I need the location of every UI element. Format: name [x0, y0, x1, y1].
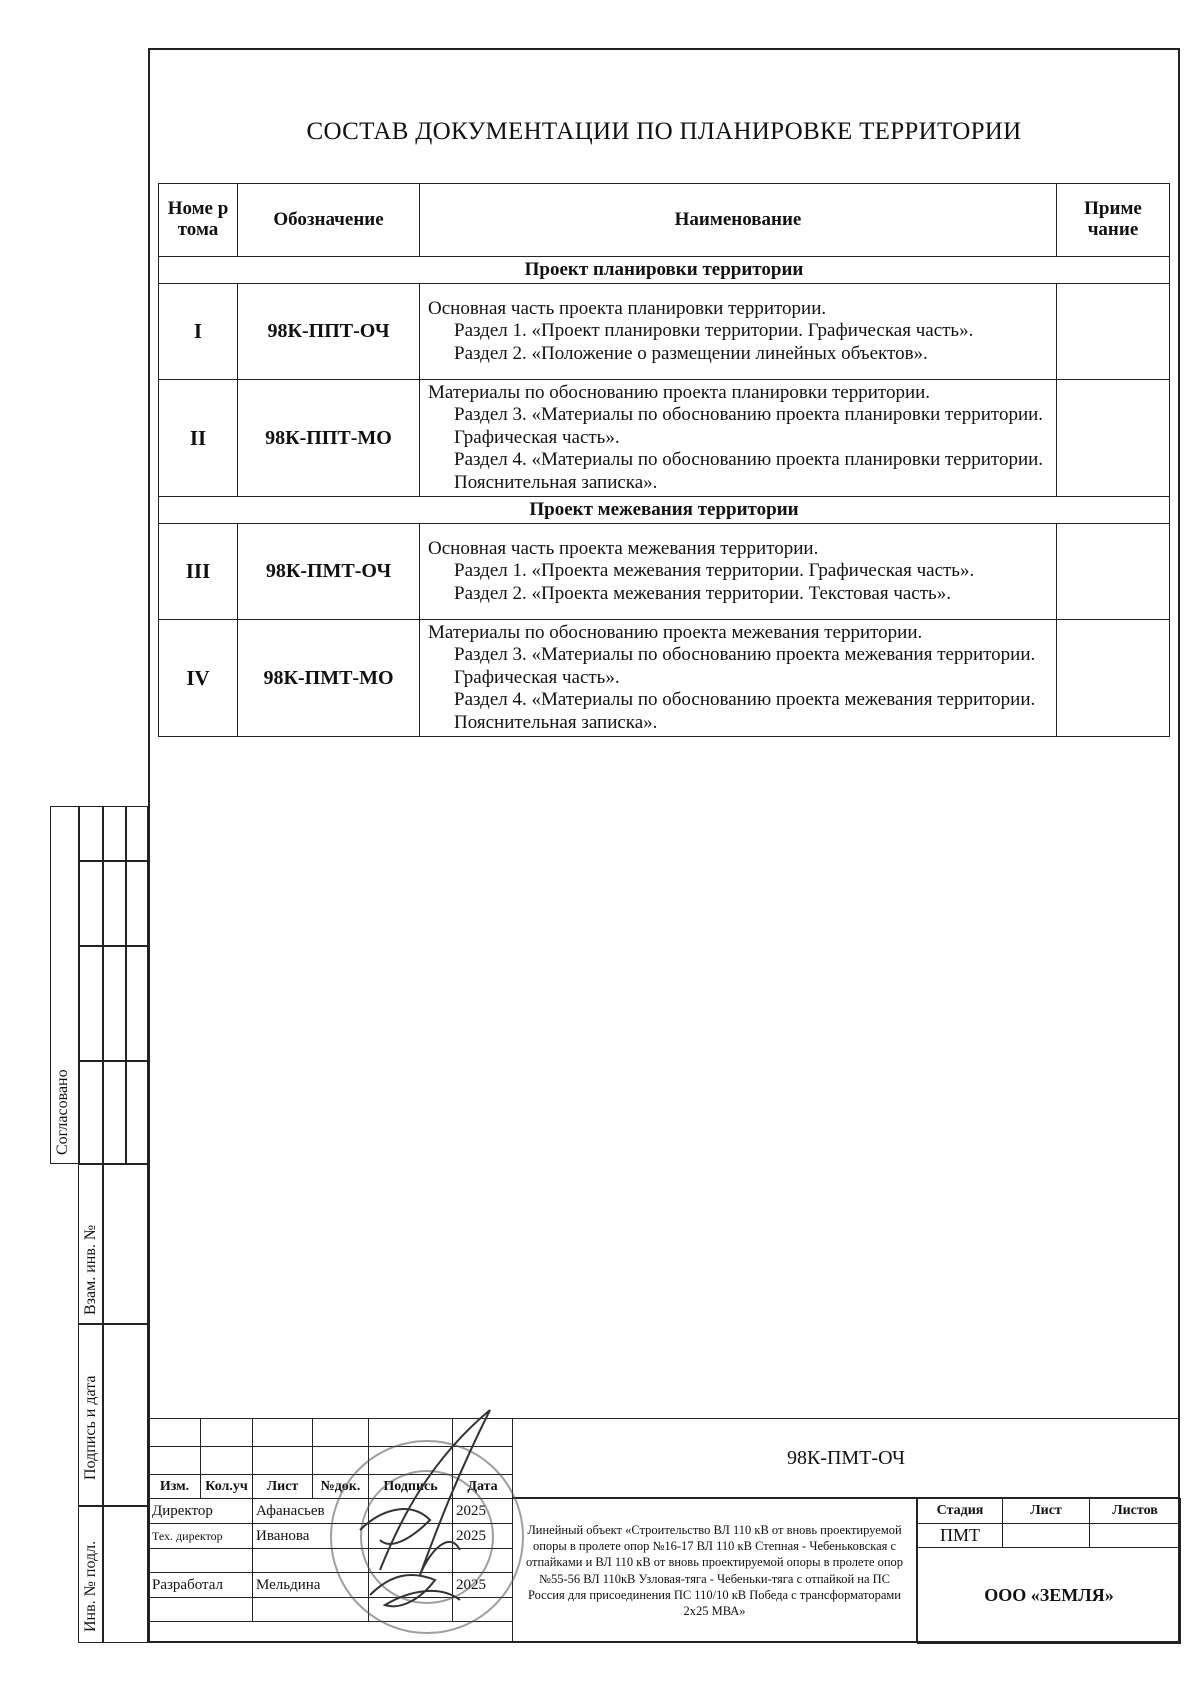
section-row	[159, 257, 1170, 284]
sheet-value	[1003, 1524, 1090, 1548]
document-code: 98К-ПМТ-ОЧ	[786, 1446, 906, 1469]
role: Директор	[149, 1499, 253, 1524]
volume-code: 98К-ПМТ-МО	[238, 620, 420, 737]
sheet-label: Лист	[1003, 1499, 1090, 1524]
company-row	[918, 1548, 1181, 1644]
description-line: Раздел 2. «Проекта межевания территории. Текстовая часть».	[454, 582, 951, 604]
signature-scribbles	[340, 1400, 540, 1630]
volume-number: IV	[159, 620, 238, 737]
sign-date: 2025	[453, 1573, 513, 1598]
description-line: Раздел 3. «Материалы по обоснованию проекта межевания территории. Графическая часть».	[454, 644, 1036, 688]
tech-director-signature	[360, 1509, 430, 1544]
stage-label: Стадия	[918, 1499, 1003, 1524]
stage-header-row	[918, 1499, 1181, 1524]
description-line: Раздел 1. «Проект планировки территории. Графическая часть».	[454, 320, 974, 342]
person-name: Афанасьев	[253, 1499, 369, 1524]
description-line: Материалы по обоснованию проекта межевания территории.	[428, 622, 923, 644]
doc-code-cell	[512, 1418, 1180, 1498]
volume-description	[420, 380, 1057, 497]
description-line: Раздел 4. «Материалы по обоснованию проекта планировки территории. Пояснительная записка».	[454, 449, 1044, 493]
description-line: Основная часть проекта межевания территории.	[428, 537, 819, 559]
description-line: Раздел 4. «Материалы по обоснованию проекта межевания территории. Пояснительная записка».	[454, 689, 1036, 733]
volume-number: I	[159, 284, 238, 380]
margin-divider	[102, 1164, 104, 1324]
volume-number: III	[159, 524, 238, 620]
agreed-label: Согласовано	[54, 1069, 71, 1155]
header-volume-number: Номе р тома	[159, 184, 238, 257]
director-signature	[380, 1410, 490, 1575]
table-row	[159, 380, 1170, 497]
description-line: Раздел 1. «Проекта межевания территории. Графическая часть».	[454, 560, 975, 582]
volume-note	[1057, 284, 1170, 380]
inv-orig-label: Инв. № подл.	[82, 1540, 99, 1632]
description-line: Основная часть проекта планировки территории.	[428, 297, 827, 319]
role: Тех. директор	[149, 1524, 253, 1549]
table-header-row	[159, 184, 1170, 257]
section-row	[159, 497, 1170, 524]
volume-description	[420, 620, 1057, 737]
contents-table	[158, 183, 1170, 737]
col-header: Кол.уч	[201, 1475, 253, 1499]
stage-value: ПМТ	[918, 1524, 1003, 1548]
header-name: Наименование	[420, 184, 1057, 257]
volume-description	[420, 284, 1057, 380]
developer-signature	[370, 1575, 460, 1606]
sign-date: 2025	[453, 1524, 513, 1549]
volume-code: 98К-ППТ-МО	[238, 380, 420, 497]
header-designation: Обозначение	[238, 184, 420, 257]
volume-description	[420, 524, 1057, 620]
agreed-grid-line	[78, 860, 148, 862]
table-row	[159, 284, 1170, 380]
section-title: Проект межевания территории	[159, 497, 1170, 524]
page-title: СОСТАВ ДОКУМЕНТАЦИИ ПО ПЛАНИРОВКЕ ТЕРРИТОРИИ	[306, 118, 1022, 145]
table-row	[159, 620, 1170, 737]
col-header: №док.	[313, 1475, 369, 1499]
replace-inv-label: Взам. инв. №	[82, 1224, 99, 1315]
col-header: Лист	[253, 1475, 313, 1499]
agreed-grid-line	[78, 1060, 148, 1062]
table-row	[159, 524, 1170, 620]
company-name: ООО «ЗЕМЛЯ»	[918, 1548, 1181, 1644]
sheets-value	[1090, 1524, 1181, 1548]
person-name: Мельдина	[253, 1573, 369, 1598]
description-line: Материалы по обоснованию проекта планировки территории.	[428, 382, 931, 403]
volume-note	[1057, 620, 1170, 737]
col-header: Дата	[453, 1475, 513, 1499]
role: Разработал	[149, 1573, 253, 1598]
sheets-label: Листов	[1090, 1499, 1181, 1524]
col-header: Изм.	[149, 1475, 201, 1499]
col-header: Подпись	[369, 1475, 453, 1499]
volume-note	[1057, 524, 1170, 620]
margin-divider	[102, 1324, 104, 1506]
stage-table	[917, 1498, 1181, 1644]
sign-date-label: Подпись и дата	[82, 1375, 99, 1480]
volume-code: 98К-ППТ-ОЧ	[238, 284, 420, 380]
stage-value-row	[918, 1524, 1181, 1548]
header-note: Приме чание	[1057, 184, 1170, 257]
section-title: Проект планировки территории	[159, 257, 1170, 284]
project-description-cell	[512, 1498, 917, 1643]
margin-divider	[102, 1506, 104, 1643]
volume-number: II	[159, 380, 238, 497]
person-name: Иванова	[253, 1524, 369, 1549]
description-line: Раздел 3. «Материалы по обоснованию проекта планировки территории. Графическая часть».	[454, 404, 1044, 448]
description-line: Раздел 2. «Положение о размещении линейных объектов».	[454, 342, 928, 364]
sign-date: 2025	[453, 1499, 513, 1524]
agreed-grid-line	[78, 945, 148, 947]
project-description: Линейный объект «Строительство ВЛ 110 кВ от вновь проектируемой опоры в пролете опор №16-17 ВЛ 110 кВ Степная - Чебеньковская с отпайками и ВЛ 110 кВ от вновь проектируемой опоры в пролете опор №55-56 ВЛ 110кВ Узловая-тяга - Чебеньки-тяга с отпайкой на ПС Россия для присоединения ПС 110/10 кВ Победа с трансформаторами 2х25 МВА»	[525, 1522, 904, 1618]
volume-code: 98К-ПМТ-ОЧ	[238, 524, 420, 620]
volume-note	[1057, 380, 1170, 497]
